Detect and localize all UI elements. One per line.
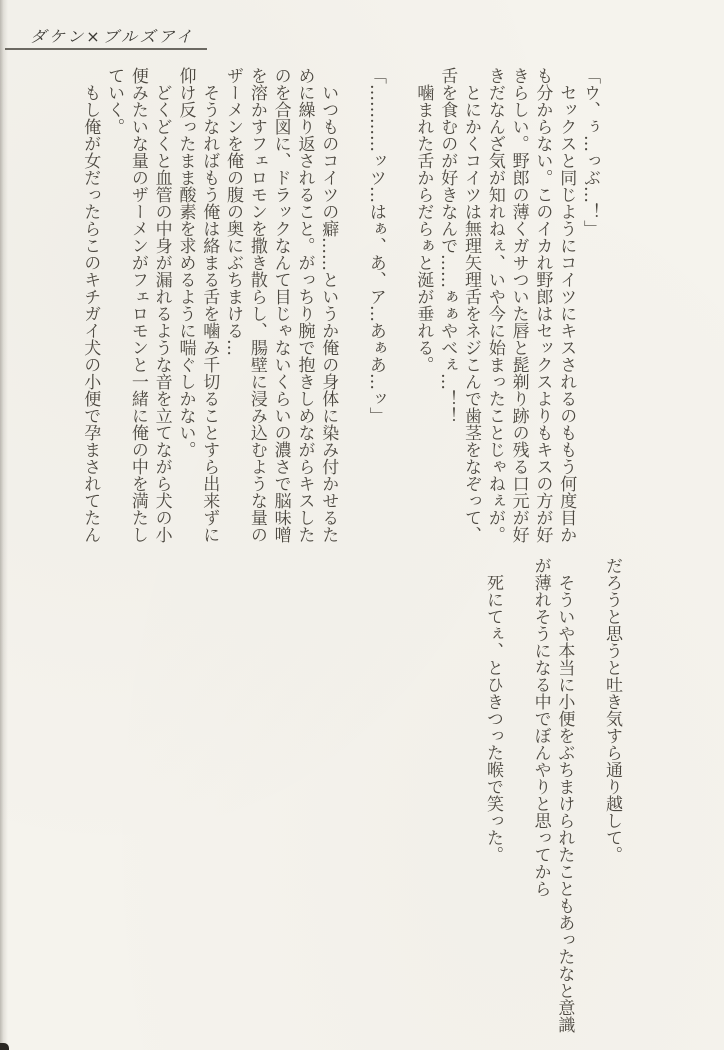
text-line: 死にてぇ、とひきつった喉で笑った。: [483, 574, 504, 863]
text-line: 便みたいな量のザーメンがフェロモンと一緒に俺の中を満たし: [127, 67, 148, 543]
upper-text-block: [77, 67, 601, 553]
text-line: どくどくと血管の中身が漏れるような音を立てながら犬の小: [151, 84, 172, 543]
lower-text-block: [480, 557, 623, 1043]
blank-line: [339, 67, 363, 553]
text-line: が薄れそうになる中でぼんやりと思ってから: [530, 557, 551, 897]
blank-line: [575, 557, 599, 1043]
blank-line: [387, 67, 411, 553]
page-header-title: ダケン×ブルズアイ: [30, 27, 196, 46]
text-line: 「…………ッツ…はぁ、あ、ア…あぁあ…ッ」: [365, 67, 386, 424]
text-line: だろうと思うと吐き気すら通り越して。: [602, 557, 622, 863]
text-line: 仰け反ったまま酸素を求めるように喘ぐしかない。: [175, 67, 196, 458]
text-line: いつものコイツの癖……というか俺の身体に染み付かせるた: [318, 84, 339, 543]
scan-edge-shadow: [0, 0, 8, 1050]
text-line: 舌を食むのが好きなんで……ぁぁやべぇ…！！: [437, 67, 458, 424]
text-line: のを合図に、ドラックなんて目じゃないくらいの濃さで脳味噌: [270, 67, 291, 543]
text-line: きらしい。野郎の薄くガサついた唇と髭剃り跡の残る口元が好: [508, 67, 529, 543]
scan-corner-mark: [0, 1043, 9, 1050]
text-line: きだなんざ気が知れねぇ、いや今に始まったことじゃねぇが。: [484, 67, 505, 543]
text-line: とにかくコイツは無理矢理舌をネジこんで歯茎をなぞって、: [461, 84, 482, 543]
text-line: そういや本当に小便をぶちまけられたこともあったなと意識: [554, 574, 575, 1033]
text-line: ていく。: [104, 67, 125, 135]
text-line: 「ウ、ぅ…っぶ…！」: [580, 67, 600, 237]
text-line: もし俺が女だったらこのキチガイ犬の小便で孕まされてたん: [80, 84, 101, 543]
text-line: そうなればもう俺は絡まる舌を噛み千切ることすら出来ずに: [199, 84, 220, 543]
text-line: めに繰り返されること。がっちり腕で抱きしめながらキスした: [294, 67, 315, 543]
text-line: 噛まれた舌からだらぁと涎が垂れる。: [413, 84, 434, 373]
text-line: セックスと同じようにコイツにキスされるのももう何度目か: [556, 84, 577, 543]
text-line: ザーメンを俺の腹の奥にぶちまける…: [223, 67, 244, 356]
text-line: を溶かすフェロモンを撒き散らし、腸壁に浸み込むような量の: [246, 67, 267, 543]
blank-line: [504, 557, 528, 1043]
header-underline: [5, 48, 207, 50]
text-line: も分からない。このイカれ野郎はセックスよりもキスの方が好: [532, 67, 553, 543]
